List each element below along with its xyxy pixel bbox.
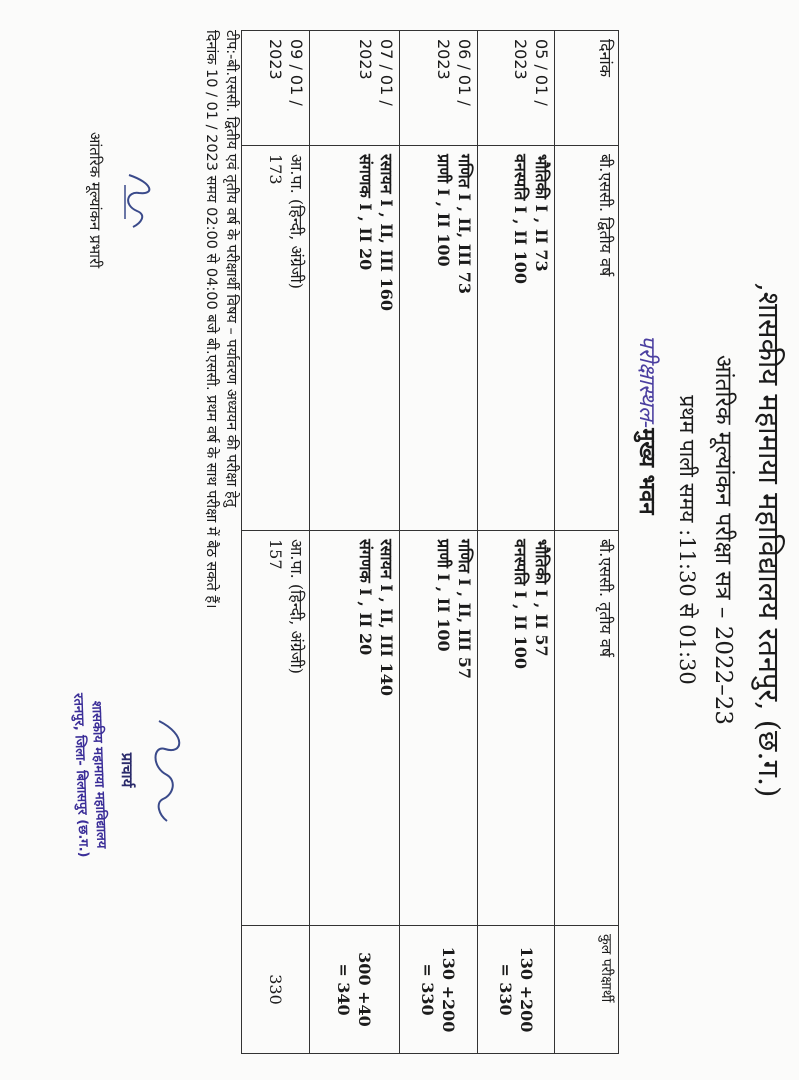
total-line: = 340 <box>334 963 354 1016</box>
row-total <box>310 926 400 1054</box>
signature-mark <box>137 640 189 900</box>
subject-line: प्राणी I , II 100 <box>434 154 453 267</box>
table-row <box>400 31 478 1054</box>
row-date: 07 / 01 / 2023 <box>310 31 400 146</box>
row-third-year <box>242 531 310 926</box>
signature-mark <box>109 80 159 320</box>
header-third-year: बी.एससी. तृतीय वर्ष <box>555 531 619 926</box>
exam-title: आंतरिक मूल्यांकन परीक्षा सत्र – 2022–23 <box>710 354 736 726</box>
principal-signature <box>117 640 189 900</box>
total-line: 130 +200 <box>517 946 536 1033</box>
subject-line: वनस्पति I , II 100 <box>511 154 530 285</box>
subject-line: आ.पा. (हिन्दी, अंग्रेजी) <box>287 539 306 674</box>
footnote-line-1: टीप:-बी.एससी. द्वितीय एवं तृतीय वर्ष के परीक्षार्थी विषय – पर्यावरण अध्ययन की परीक्षा हेतु <box>223 30 239 508</box>
row-total <box>478 926 555 1054</box>
subject-count: 157 <box>266 539 285 570</box>
row-third-year <box>400 531 478 926</box>
right-signatory-label: प्राचार्य <box>118 752 136 788</box>
row-third-year <box>310 531 400 926</box>
subject-line: रसायन I , II, III 160 <box>377 154 396 311</box>
venue-name: मुख्य भवन <box>634 428 659 515</box>
left-signatory-label: आंतरिक मूल्यांकन प्रभारी <box>86 131 104 269</box>
table-row <box>242 31 310 1054</box>
subject-line: गणित I , II, III 57 <box>455 539 474 680</box>
exam-schedule-table <box>241 30 619 1054</box>
header-total: कुल परीक्षार्थी <box>555 926 619 1054</box>
table-row <box>310 31 400 1054</box>
exam-venue <box>633 335 663 515</box>
total-line: 330 <box>266 974 285 1005</box>
row-total <box>400 926 478 1054</box>
row-second-year <box>400 146 478 531</box>
table-header-row <box>555 31 619 1054</box>
header-date: दिनांक <box>555 31 619 146</box>
venue-handwritten-label: परीक्षास्थल- <box>634 335 659 429</box>
footnote <box>201 30 241 1070</box>
row-date: 09 / 01 / 2023 <box>242 31 310 146</box>
subject-line: भौतिकी I , II 73 <box>532 154 551 272</box>
subject-line: गणित I , II, III 73 <box>455 154 474 295</box>
college-stamp <box>67 649 112 900</box>
footnote-line-2: दिनांक 10 / 01 / 2023 समय 02:00 से 04:00 बजे बी.एससी. प्रथम वर्ष के साथ परीक्षा में बैठ सकते हैं। <box>203 30 219 609</box>
subject-line: प्राणी I , II 100 <box>434 539 453 652</box>
subject-line: भौतिकी I , II 57 <box>532 539 551 657</box>
row-second-year <box>310 146 400 531</box>
subject-line: वनस्पति I , II 100 <box>511 539 530 670</box>
subject-line: संगणक I , II 20 <box>356 154 375 271</box>
total-line: 300 +40 <box>355 952 375 1027</box>
internal-assessment-signature <box>85 80 159 320</box>
stamp-line-2: रतनपुर, जिला- बिलासपुर (छ.ग.) <box>70 692 91 858</box>
shift-timing: प्रथम पाली समय :11:30 से 01:30 <box>675 395 699 685</box>
table-row <box>478 31 555 1054</box>
stamp-line-1: शासकीय महामाया महाविद्यालय <box>88 700 109 849</box>
header-second-year: बी.एससी. द्वितीय वर्ष <box>555 146 619 531</box>
subject-line: रसायन I , II, III 140 <box>377 539 396 696</box>
row-date: 05 / 01 / 2023 <box>478 31 555 146</box>
total-line: = 330 <box>418 963 438 1016</box>
row-third-year <box>478 531 555 926</box>
subject-line: आ.पा. (हिन्दी, अंग्रेजी) <box>287 154 306 289</box>
row-second-year <box>478 146 555 531</box>
total-line: = 330 <box>496 963 515 1016</box>
row-total <box>242 926 310 1054</box>
college-title: ,शासकीय महामाया महाविद्यालय रतनपुर, (छ.ग.) <box>752 282 786 798</box>
subject-line: संगणक I , II 20 <box>356 539 375 656</box>
total-line: 130 +200 <box>439 946 459 1033</box>
row-second-year <box>242 146 310 531</box>
subject-count: 173 <box>266 154 285 185</box>
row-date: 06 / 01 / 2023 <box>400 31 478 146</box>
